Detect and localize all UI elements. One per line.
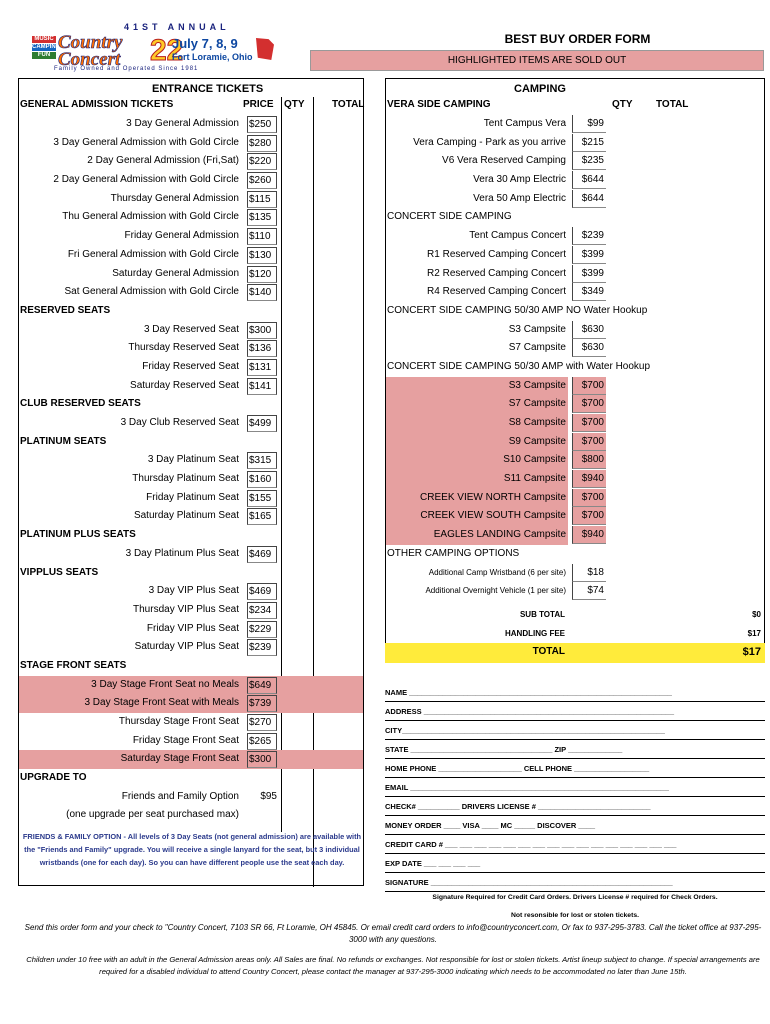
section-header [19,564,363,583]
camping-row [386,526,764,545]
camping-price: $349 [572,283,606,301]
ticket-name: Friends and Family Option [121,790,239,802]
camping-row [386,171,764,190]
ticket-row [19,750,363,769]
totals-section [385,606,765,663]
subtotal-row [385,606,765,625]
ticket-name: 3 Day Reserved Seat [143,323,239,335]
camping-name: S3 Campsite [508,323,566,335]
camping-price: $215 [572,134,606,152]
ticket-row [19,806,363,825]
form-field[interactable]: MONEY ORDER ____ VISA ____ MC _____ DISCOVER ____ [385,816,765,835]
ticket-price: $131 [247,359,277,376]
ticket-price: $229 [247,621,277,638]
ticket-name: Saturday Stage Front Seat [120,753,239,765]
ticket-price: $270 [247,714,277,731]
camping-price: $399 [572,265,606,283]
camping-name: Vera 30 Amp Electric [473,174,566,186]
logo-side-tags [32,36,61,60]
camping-row [386,115,764,134]
section-title: UPGRADE TO [20,772,87,784]
camping-section-title: CONCERT SIDE CAMPING [387,211,512,223]
logo-tag-music: MUSIC [32,36,56,43]
vera-header: VERA SIDE CAMPING [387,99,491,110]
section-title: CLUB RESERVED SEATS [20,398,141,410]
camping-row [386,283,764,302]
ticket-name: 3 Day VIP Plus Seat [148,585,239,597]
ticket-name: Sat General Admission with Gold Circle [64,286,239,298]
ticket-name: Fri General Admission with Gold Circle [67,248,239,260]
logo-country [58,34,122,68]
ticket-row [19,507,363,526]
section-title: PLATINUM PLUS SEATS [20,529,136,541]
form-field[interactable]: CREDIT CARD # ___ ___ ___ ___ ___ ___ ___ ___ ___ ___ ___ ___ ___ ___ ___ ___ [385,835,765,854]
section-header [19,395,363,414]
ticket-row [19,545,363,564]
subtotal-label: SUB TOTAL [519,610,565,619]
camping-price: $644 [572,171,606,189]
ticket-row [19,638,363,657]
camping-title: CAMPING [514,83,566,95]
logo-since: Family Owned and Operated Since 1981 [54,66,199,72]
ticket-row [19,470,363,489]
ticket-price: $300 [247,322,277,339]
section-header [19,769,363,788]
logo-dates: July 7, 8, 9 [172,36,238,51]
camping-row [386,265,764,284]
logo-annual: 41ST ANNUAL [124,22,230,32]
camp-total-header: TOTAL [656,99,689,110]
logo-word-concert: Concert [58,49,121,70]
total-label: TOTAL [532,646,565,658]
ticket-price: $649 [247,677,277,694]
ticket-name: Saturday General Admission [112,267,239,279]
camping-price: $800 [572,451,606,469]
camping-price: $644 [572,190,606,208]
camping-section-header [386,545,764,564]
form-field[interactable]: EXP DATE ___ ___ ___ ___ [385,854,765,873]
camping-row [386,433,764,452]
handling-label: HANDLING FEE [505,628,565,638]
camping-row [386,377,764,396]
ticket-name: Thu General Admission with Gold Circle [62,211,239,223]
ticket-price: $155 [247,490,277,507]
sold-out-banner: HIGHLIGHTED ITEMS ARE SOLD OUT [310,50,764,71]
ticket-name: Friday General Admission [124,230,239,242]
event-logo [32,22,272,74]
ticket-row [19,676,363,695]
ohio-state-icon [256,38,274,60]
section-header [19,526,363,545]
camping-name: V6 Vera Reserved Camping [442,155,566,167]
ticket-row [19,414,363,433]
ticket-row [19,321,363,340]
camping-row [386,582,764,601]
ticket-row [19,713,363,732]
ticket-row [19,227,363,246]
ticket-name: 3 Day Stage Front Seat no Meals [91,678,239,690]
camping-name: R4 Reserved Camping Concert [427,286,566,298]
ticket-price: $95 [260,790,277,802]
camping-section-header [386,358,764,377]
ticket-price: $110 [247,228,277,245]
ticket-row [19,115,363,134]
ticket-price: $115 [247,191,277,208]
form-field[interactable]: HOME PHONE ____________________ CELL PHONE __________________ [385,759,765,778]
camping-price: $18 [572,564,606,582]
camping-price: $700 [572,414,606,432]
ticket-price: $239 [247,639,277,656]
camping-row [386,134,764,153]
camping-name: Vera Camping - Park as you arrive [413,136,566,148]
logo-tag-fun: FUN [32,52,56,59]
ticket-name: 3 Day General Admission [126,118,239,129]
ticket-name: 2 Day General Admission (Fri,Sat) [87,155,239,167]
camping-name: S11 Campsite [386,470,568,489]
section-header [19,657,363,676]
camping-row [386,507,764,526]
total-row [385,643,765,663]
camping-price: $700 [572,377,606,395]
ticket-name: 3 Day Stage Front Seat with Meals [84,697,239,709]
section-header [19,302,363,321]
form-field[interactable]: STATE __________________________________ ZIP _____________ [385,740,765,759]
camping-box [385,78,765,658]
signature-note-2: Not resonsible for lost or stolen tickets. [510,912,640,919]
ticket-price: $499 [247,415,277,432]
ga-header: GENERAL ADMISSION TICKETS [20,99,174,110]
ticket-price: $135 [247,209,277,226]
camping-row [386,190,764,209]
form-field[interactable]: EMAIL ______________________________________________________________ [385,778,765,797]
handling-value: $17 [747,628,761,638]
camping-price: $700 [572,395,606,413]
camping-price: $235 [572,152,606,170]
camping-price: $700 [572,507,606,525]
ticket-name: 3 Day Platinum Seat [147,454,239,466]
ticket-name: 2 Day General Admission with Gold Circle [53,174,239,186]
ticket-row [19,190,363,209]
ticket-price: $300 [247,751,277,768]
camping-row [386,152,764,171]
ticket-row [19,601,363,620]
camping-name: Tent Campus Vera [483,118,566,129]
handling-row [385,625,765,644]
ticket-price: $250 [247,116,277,133]
camping-name: S7 Campsite [386,395,568,414]
ticket-row [19,620,363,639]
entrance-rows [19,115,363,825]
ticket-name: Friday Stage Front Seat [132,734,239,746]
camping-section-title: OTHER CAMPING OPTIONS [387,547,520,559]
camping-name: Tent Campus Concert [469,230,566,242]
camping-name: Additional Camp Wristband (6 per site) [428,567,566,577]
ticket-row [19,339,363,358]
logo-word-country: Country [58,32,123,53]
signature-note [385,892,765,922]
ticket-price: $260 [247,172,277,189]
camping-price: $99 [572,115,606,133]
camping-row [386,414,764,433]
camping-row [386,227,764,246]
logo-place: Fort Loramie, Ohio [172,52,253,62]
camping-row [386,321,764,340]
ticket-row [19,377,363,396]
ticket-row [19,283,363,302]
ticket-row [19,694,363,713]
ticket-price: $220 [247,153,277,170]
form-field[interactable]: CHECK# __________ DRIVERS LICENSE # ___________________________ [385,797,765,816]
form-field[interactable]: CITY_______________________________________________________________ [385,721,765,740]
camping-row [386,564,764,583]
logo-year: 22 [150,34,184,67]
qty-header: QTY [284,99,305,110]
ticket-row [19,582,363,601]
camping-section-title: CONCERT SIDE CAMPING 50/30 AMP with Water Hookup [387,360,651,372]
section-title: VIPPLUS SEATS [20,566,99,578]
camping-row [386,395,764,414]
ticket-name: Thursday Reserved Seat [128,342,239,354]
ticket-row [19,451,363,470]
camping-name: R1 Reserved Camping Concert [427,248,566,260]
camping-name: CREEK VIEW NORTH Campsite [386,489,568,508]
camping-price: $239 [572,227,606,245]
ticket-name: Friday Platinum Seat [146,491,239,503]
total-header: TOTAL [332,99,365,110]
camping-row [386,470,764,489]
ticket-row [19,358,363,377]
camping-name: Additional Overnight Vehicle (1 per site) [425,586,566,596]
ticket-price: $469 [247,583,277,600]
camping-name: EAGLES LANDING Campsite [386,526,568,545]
customer-fields [385,683,765,892]
subtotal-value: $0 [752,610,761,619]
ticket-price: $280 [247,135,277,152]
ticket-price: $265 [247,733,277,750]
ticket-row [19,265,363,284]
form-title: BEST BUY ORDER FORM [504,32,651,46]
ticket-price: $120 [247,266,277,283]
ticket-name: Thursday VIP Plus Seat [133,603,239,615]
form-field[interactable]: SIGNATURE __________________________________________________________ [385,873,765,892]
ticket-row [19,208,363,227]
section-title: RESERVED SEATS [20,304,111,316]
camping-price: $700 [572,433,606,451]
camping-price: $630 [572,321,606,339]
camping-section-header [386,208,764,227]
camping-name: S7 Campsite [508,342,566,354]
ticket-name: Thursday Stage Front Seat [118,716,239,727]
ticket-price: $234 [247,602,277,619]
ticket-name: Saturday VIP Plus Seat [134,641,239,653]
section-title: PLATINUM SEATS [20,435,107,447]
entrance-tickets-panel [18,78,364,886]
ticket-row [19,246,363,265]
camping-rows [386,115,764,601]
mailing-instructions: Send this order form and your check to "Country Concert, 7103 SR 66, Ft Loramie, OH 45845. Or email credit card orders to info@countryconcert.com, Or fax to 937-295-3783. Call the ticket office at 937-295-3000 with any questions. [24,923,762,944]
total-value: $17 [742,646,761,659]
ticket-price: $739 [247,695,277,712]
camping-section-header [386,302,764,321]
friends-family-note: FRIENDS & FAMILY OPTION - All levels of 3 Day Seats (not general admission) are available with the "Friends and Family" upgrade. You will receive a single lanyard for the seat, but 3 individual wristbands (one for each day). So you can have different people use the seat each day. [22,832,362,867]
ticket-row [19,788,363,807]
camping-price: $700 [572,489,606,507]
ticket-name: Thursday General Admission [110,192,239,204]
ticket-row [19,134,363,153]
ticket-price: $315 [247,452,277,469]
camping-row [386,246,764,265]
camping-price: $74 [572,582,606,600]
ticket-name: Saturday Reserved Seat [130,379,239,391]
ticket-price: $130 [247,247,277,264]
camping-price: $630 [572,339,606,357]
signature-note-1: Signature Required for Credit Card Orders. Drivers License # required for Check Orders. [432,894,718,901]
ticket-name: 3 Day Platinum Plus Seat [125,547,239,559]
ticket-price: $141 [247,378,277,395]
ticket-price: $136 [247,340,277,357]
terms-conditions: Children under 10 free with an adult in the General Admission areas only. All Sales are final. No refunds or exchanges. Not responsible for lost or stolen tickets. Artist lineup subject to change. If special arrangements are required for a disabled individual to attend Country Concert, please contact the manager at 937-295-3000 indicating which needs to be accommodated no later than June 15th. [26,955,760,976]
camping-price: $399 [572,246,606,264]
camping-name: CREEK VIEW SOUTH Campsite [386,507,568,526]
ticket-name: Friday Reserved Seat [142,360,239,372]
camping-row [386,339,764,358]
form-field[interactable]: NAME _______________________________________________________________ [385,683,765,702]
ticket-price: $140 [247,284,277,301]
price-header: PRICE [243,99,274,110]
ticket-price: $160 [247,471,277,488]
section-header [19,433,363,452]
ticket-name: Friday VIP Plus Seat [146,622,239,634]
ticket-price: $469 [247,546,277,563]
camping-name: S10 Campsite [386,451,568,470]
ticket-row [19,171,363,190]
camp-qty-header: QTY [612,99,633,110]
section-title: STAGE FRONT SEATS [20,659,127,671]
form-field[interactable]: ADDRESS ____________________________________________________________ [385,702,765,721]
ticket-name: 3 Day General Admission with Gold Circle [53,136,239,148]
camping-name: S8 Campsite [386,414,568,433]
camping-section-title: CONCERT SIDE CAMPING 50/30 AMP NO Water Hookup [387,304,648,316]
entrance-title: ENTRANCE TICKETS [152,83,264,95]
ticket-name: Thursday Platinum Seat [132,473,239,485]
camping-price: $940 [572,470,606,488]
camping-row [386,489,764,508]
camping-row [386,451,764,470]
camping-name: S9 Campsite [386,433,568,452]
ticket-name: 3 Day Club Reserved Seat [120,417,239,428]
camping-name: Vera 50 Amp Electric [473,192,566,204]
camping-name: R2 Reserved Camping Concert [427,267,566,279]
ticket-name: (one upgrade per seat purchased max) [66,809,239,821]
ticket-row [19,489,363,508]
ticket-price: $165 [247,508,277,525]
ticket-row [19,152,363,171]
camping-price: $940 [572,526,606,544]
ticket-name: Saturday Platinum Seat [133,510,239,522]
logo-tag-camping: CAMPING [32,44,61,50]
camping-name: S3 Campsite [386,377,568,396]
ticket-row [19,732,363,751]
